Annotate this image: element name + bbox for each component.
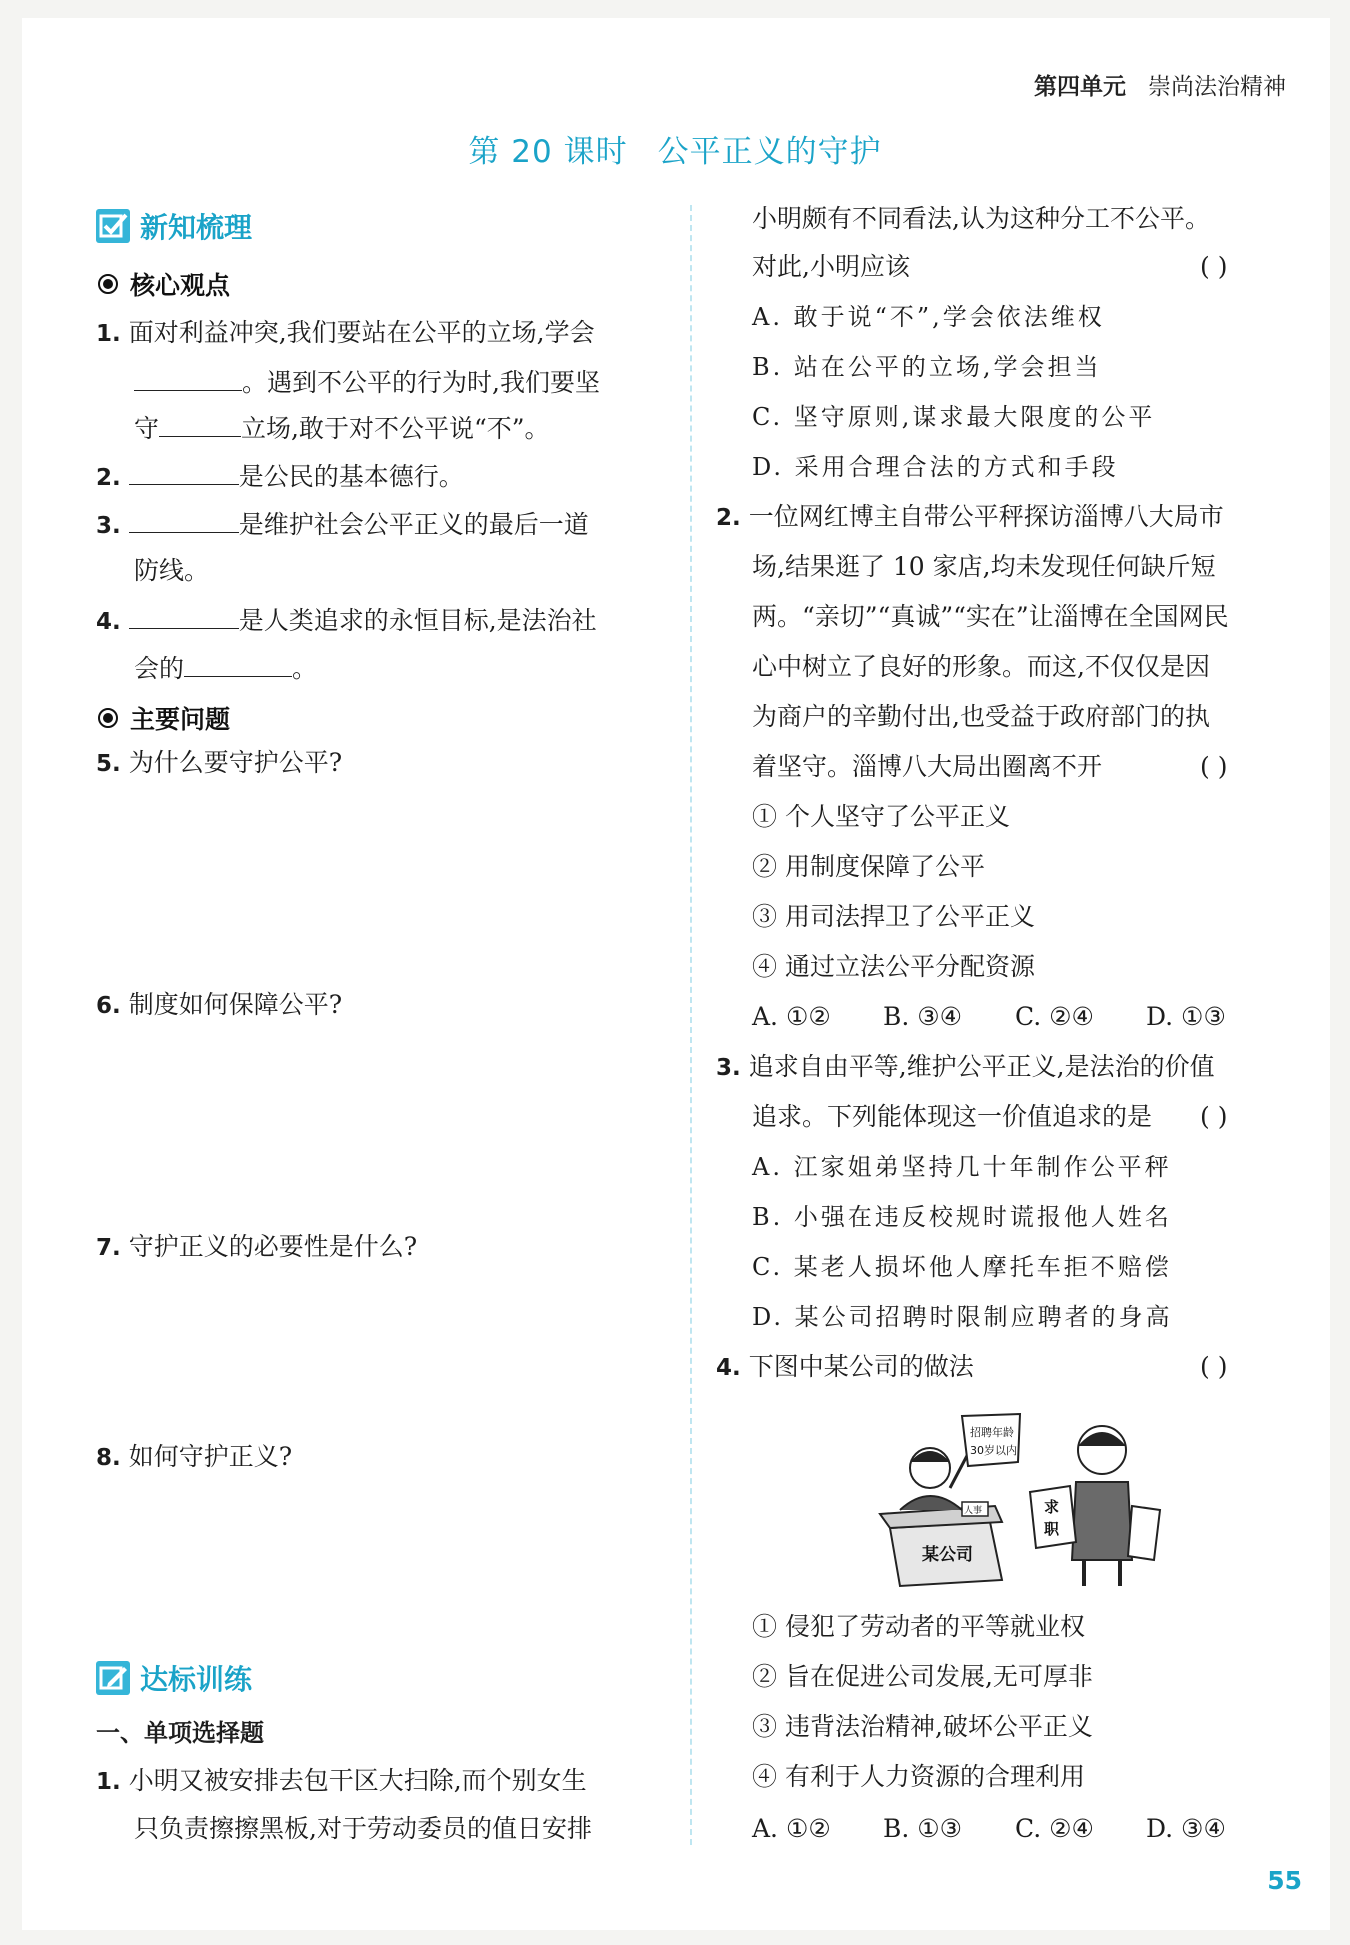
- mc2-num: 2.: [716, 505, 741, 531]
- mc2-statement-2: ② 用制度保障了公平: [752, 852, 985, 881]
- answer-paren[interactable]: ( ): [1200, 1102, 1228, 1131]
- folder-line-1: 求: [1044, 1498, 1060, 1516]
- mc2-text-1: 一位网红博主自带公平秤探访淄博八大局市: [748, 502, 1224, 531]
- q7-line: [96, 1232, 417, 1263]
- mc4-statement-1: ① 侵犯了劳动者的平等就业权: [752, 1612, 1085, 1641]
- q1-num: 1.: [96, 321, 121, 347]
- mc4-line1: [716, 1352, 974, 1383]
- bullet-icon: [98, 708, 118, 728]
- unit-label: 第四单元: [1034, 74, 1126, 100]
- answer-paren[interactable]: ( ): [1200, 1352, 1228, 1381]
- q3-line1: [96, 508, 589, 541]
- q1-text-d: 立场,敢于对不公平说“不”。: [241, 414, 550, 443]
- q5-text: 为什么要守护公平?: [128, 748, 343, 777]
- mc3-option-b[interactable]: B. 小强在违反校规时谎报他人姓名: [752, 1203, 1172, 1231]
- answer-paren[interactable]: ( ): [1200, 252, 1228, 281]
- mc3-line2: 追求。下列能体现这一价值追求的是: [752, 1102, 1153, 1131]
- mc3-line1: [716, 1052, 1215, 1083]
- section-heading-practice: [96, 1658, 252, 1698]
- mc1-line1: [96, 1766, 587, 1797]
- q1-text-c: 守: [134, 414, 160, 443]
- mc2-line3: 两。“亲切”“真诚”“实在”让淄博在全国网民: [752, 602, 1229, 631]
- answer-paren[interactable]: ( ): [1200, 752, 1228, 781]
- q3-text-b: 防线。: [134, 556, 210, 585]
- mc2-statement-1: ① 个人坚守了公平正义: [752, 802, 1010, 831]
- lesson-number: 第 20 课时: [468, 134, 628, 170]
- mc1-line4: 对此,小明应该: [752, 252, 910, 281]
- section-heading-text: 新知梳理: [140, 211, 253, 244]
- q2-line: [96, 460, 464, 493]
- mc3-option-a[interactable]: A. 江家姐弟坚持几十年制作公平秤: [752, 1153, 1172, 1181]
- q7-num: 7.: [96, 1235, 121, 1261]
- mc4-option-d[interactable]: D. ③④: [1146, 1814, 1226, 1843]
- mc4-statement-4: ④ 有利于人力资源的合理利用: [752, 1762, 1085, 1791]
- q5-line: [96, 748, 342, 779]
- q1-text-a: 面对利益冲突,我们要站在公平的立场,学会: [128, 318, 595, 347]
- mc2-statement-4: ④ 通过立法公平分配资源: [752, 952, 1035, 981]
- subheading-core-text: 核心观点: [130, 271, 231, 300]
- mc1-line2: 只负责擦擦黑板,对于劳动委员的值日安排: [134, 1814, 592, 1843]
- mc4-text-1: 下图中某公司的做法: [748, 1352, 974, 1381]
- column-divider: [690, 205, 692, 1845]
- mc2-line5: 为商户的辛勤付出,也受益于政府部门的执: [752, 702, 1210, 731]
- sign-line-2: 30岁以内: [970, 1444, 1017, 1457]
- fill-blank[interactable]: [129, 604, 239, 629]
- q1-line3: [134, 412, 550, 444]
- mc3-option-c[interactable]: C. 某老人损坏他人摩托车拒不赔偿: [752, 1253, 1172, 1281]
- mc2-line6: 着坚守。淄博八大局出圈离不开: [752, 752, 1103, 781]
- part-heading: 一、单项选择题: [96, 1719, 264, 1747]
- mc4-statement-2: ② 旨在促进公司发展,无可厚非: [752, 1662, 1093, 1691]
- mc4-statement-3: ③ 违背法治精神,破坏公平正义: [752, 1712, 1093, 1741]
- mc1-option-a[interactable]: A. 敢于说“不”,学会依法维权: [752, 303, 1105, 331]
- page-title: [0, 126, 1350, 171]
- q3-line2: [134, 556, 209, 586]
- q8-num: 8.: [96, 1445, 121, 1471]
- mc4-option-b[interactable]: B. ①③: [883, 1814, 963, 1843]
- subheading-core: [98, 266, 230, 302]
- section-heading-text: 达标训练: [140, 1663, 253, 1696]
- mc4-option-a[interactable]: A. ①②: [752, 1814, 831, 1843]
- sign-line-1: 招聘年龄: [970, 1426, 1014, 1439]
- mc1-num: 1.: [96, 1769, 121, 1795]
- q6-text: 制度如何保障公平?: [128, 990, 343, 1019]
- mc1-text-1: 小明又被安排去包干区大扫除,而个别女生: [128, 1766, 587, 1795]
- q4-text-a: 是人类追求的永恒目标,是法治社: [238, 606, 597, 635]
- fill-blank[interactable]: [129, 508, 239, 533]
- mc1-option-d[interactable]: D. 采用合理合法的方式和手段: [752, 453, 1119, 481]
- q1-text-b: 。遇到不公平的行为时,我们要坚: [242, 368, 600, 397]
- folder-line-2: 职: [1044, 1520, 1060, 1538]
- desk-tag: 人事: [964, 1506, 983, 1516]
- q1-line1: [96, 318, 595, 349]
- fill-blank[interactable]: [134, 366, 242, 391]
- q6-num: 6.: [96, 993, 121, 1019]
- subheading-main-text: 主要问题: [130, 705, 231, 734]
- q4-text-b: 会的: [134, 654, 185, 683]
- bullet-icon: [98, 274, 118, 294]
- q2-num: 2.: [96, 465, 121, 491]
- mc3-option-d[interactable]: D. 某公司招聘时限制应聘者的身高: [752, 1303, 1173, 1331]
- mc2-line2: 场,结果逛了 10 家店,均未发现任何缺斤短: [752, 552, 1216, 581]
- mc2-option-c[interactable]: C. ②④: [1015, 1002, 1094, 1031]
- q5-num: 5.: [96, 751, 121, 777]
- mc2-option-d[interactable]: D. ①③: [1146, 1002, 1226, 1031]
- q3-text-a: 是维护社会公平正义的最后一道: [238, 510, 589, 539]
- q2-text: 是公民的基本德行。: [238, 462, 464, 491]
- mc1-option-c[interactable]: C. 坚守原则,谋求最大限度的公平: [752, 403, 1156, 431]
- running-header: [1034, 68, 1286, 101]
- q8-line: [96, 1442, 292, 1473]
- fill-blank[interactable]: [159, 412, 241, 437]
- unit-topic: 崇尚法治精神: [1148, 74, 1286, 100]
- q8-text: 如何守护正义?: [128, 1442, 293, 1471]
- q4-num: 4.: [96, 609, 121, 635]
- q6-line: [96, 990, 342, 1021]
- mc2-line1: [716, 502, 1224, 533]
- subheading-main: [98, 700, 230, 736]
- mc3-text-1: 追求自由平等,维护公平正义,是法治的价值: [748, 1052, 1215, 1081]
- mc1-line3: 小明颇有不同看法,认为这种分工不公平。: [752, 204, 1210, 233]
- q7-text: 守护正义的必要性是什么?: [128, 1232, 418, 1261]
- q3-num: 3.: [96, 513, 121, 539]
- q4-text-c: 。: [292, 654, 318, 683]
- page-number: 55: [1267, 1866, 1302, 1895]
- mc4-num: 4.: [716, 1355, 741, 1381]
- desk-label: 某公司: [922, 1545, 973, 1565]
- recruitment-cartoon: [870, 1410, 1170, 1590]
- lesson-name: 公平正义的守护: [657, 134, 882, 170]
- q1-line2: [134, 366, 600, 398]
- mc2-option-b[interactable]: B. ③④: [883, 1002, 963, 1031]
- mc4-option-c[interactable]: C. ②④: [1015, 1814, 1094, 1843]
- q4-line2: [134, 652, 317, 684]
- mc2-statement-3: ③ 用司法捍卫了公平正义: [752, 902, 1035, 931]
- mc3-num: 3.: [716, 1055, 741, 1081]
- checkbox-icon: [96, 209, 130, 243]
- pencil-icon: [96, 1661, 130, 1695]
- fill-blank[interactable]: [184, 652, 292, 677]
- mc1-option-b[interactable]: B. 站在公平的立场,学会担当: [752, 353, 1102, 381]
- section-heading-review: [96, 206, 252, 246]
- page-sheet: [22, 18, 1330, 1930]
- mc2-line4: 心中树立了良好的形象。而这,不仅仅是因: [752, 652, 1210, 681]
- q4-line1: [96, 604, 597, 637]
- fill-blank[interactable]: [129, 460, 239, 485]
- mc2-option-a[interactable]: A. ①②: [752, 1002, 831, 1031]
